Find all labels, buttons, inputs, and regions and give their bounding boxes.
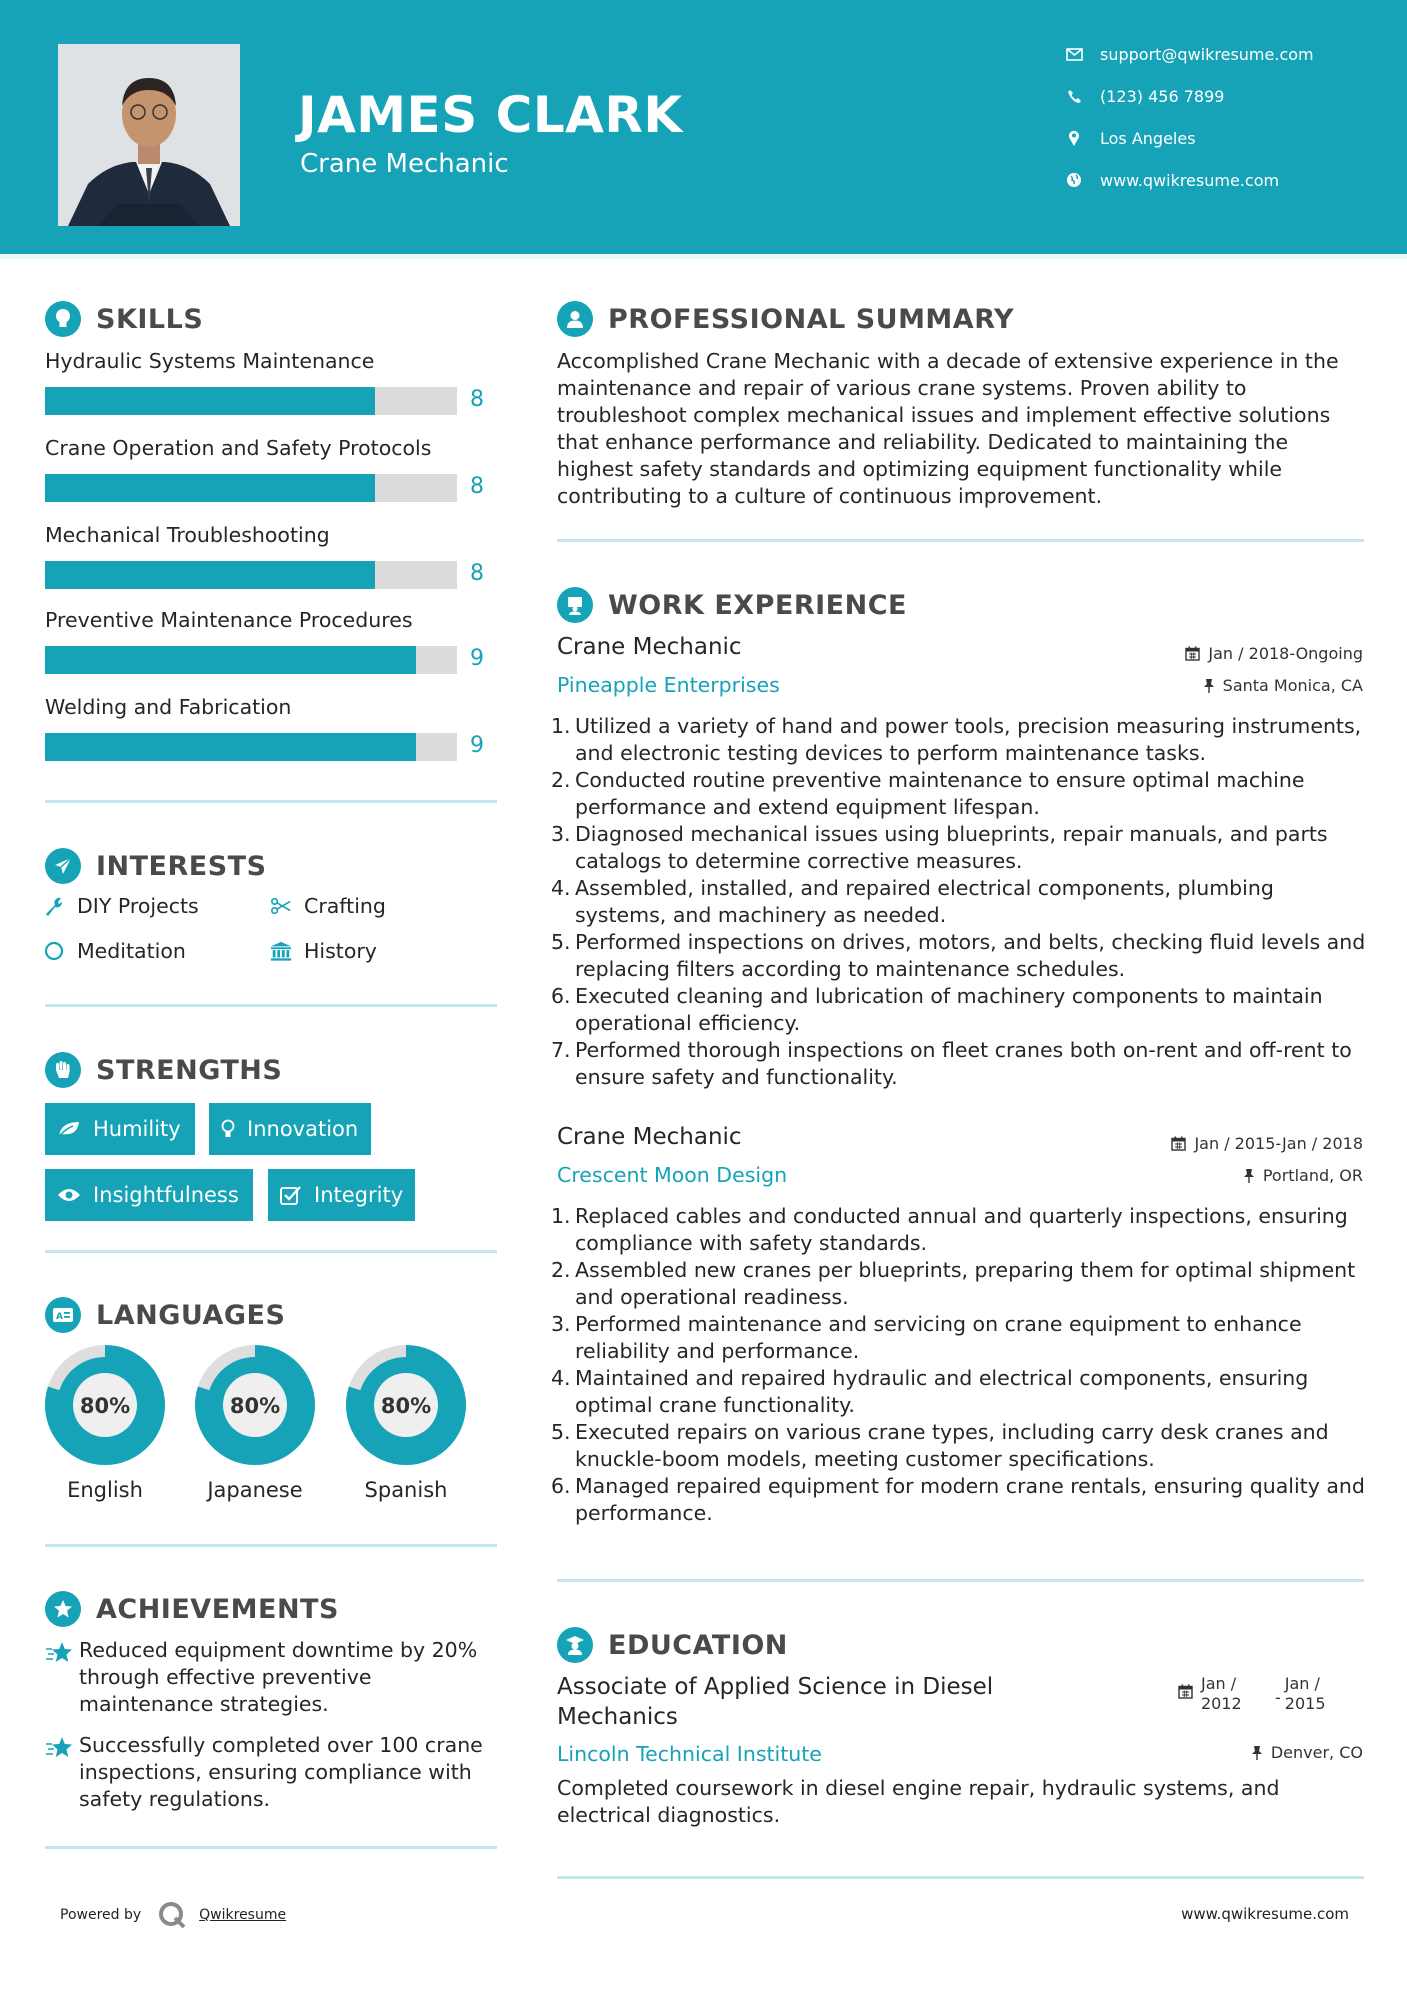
skill-value: 8	[470, 387, 484, 412]
list-item: 6. Executed cleaning and lubrication of machinery components to maintain operational efficiency.	[551, 983, 1366, 1037]
job-dates-text: Jan / 2018-Ongoing	[1208, 644, 1363, 663]
list-item: 2. Conducted routine preventive maintenance to ensure optimal machine performance and extend equipment lifespan.	[551, 767, 1366, 821]
map-pin-icon	[1064, 130, 1084, 147]
list-item: 1. Replaced cables and conducted annual and quarterly inspections, ensuring compliance with safety standards.	[551, 1203, 1366, 1257]
list-item: 3. Performed maintenance and servicing on crane equipment to enhance reliability and performance.	[551, 1311, 1366, 1365]
education-degree: Associate of Applied Science in Diesel Mechanics	[557, 1674, 994, 1730]
interests-heading	[45, 848, 267, 884]
skill-value: 8	[470, 474, 484, 499]
leaf-icon	[57, 1120, 81, 1138]
strength-label: Humility	[93, 1117, 181, 1141]
section-divider	[45, 1004, 497, 1007]
job-dates-text: Jan / 2015-Jan / 2018	[1194, 1134, 1363, 1153]
education-end-year: 2015	[1284, 1694, 1326, 1713]
calendar-icon	[1178, 1674, 1193, 1714]
section-divider	[45, 800, 497, 803]
skill-label: Crane Operation and Safety Protocols	[45, 436, 432, 460]
list-item: 5. Performed inspections on drives, motors, and belts, checking fluid levels and replacing filters according to maintenance schedules.	[551, 930, 1366, 981]
interest-item	[43, 894, 199, 918]
list-item-text: Executed cleaning and lubrication of machinery components to maintain operational efficiency.	[575, 984, 1323, 1035]
list-item-text: Conducted routine preventive maintenance to ensure optimal machine performance and extend equipment lifespan.	[575, 768, 1305, 819]
footer-website[interactable]: www.qwikresume.com	[1181, 1905, 1349, 1923]
language-label: Spanish	[364, 1478, 448, 1502]
interest-label: Crafting	[304, 894, 386, 918]
list-item: 1. Utilized a variety of hand and power tools, precision measuring instruments, and electronic testing devices to perform maintenance tasks.	[551, 713, 1366, 767]
list-item-text: Performed inspections on drives, motors, and belts, checking fluid levels and replacing filters according to maintenance schedules.	[575, 930, 1366, 981]
language-label: Japanese	[207, 1478, 303, 1502]
list-item-text: Executed repairs on various crane types, including carry desk cranes and knuckle-boom models, meeting customer specifications.	[575, 1420, 1329, 1471]
language-ring	[193, 1343, 317, 1467]
footer-powered-by	[60, 1900, 286, 1930]
skills-title: SKILLS	[96, 303, 204, 335]
experience-heading	[557, 587, 907, 623]
education-start-year: 2012	[1201, 1694, 1242, 1713]
qwikresume-logo-icon	[157, 1900, 187, 1930]
skill-bar	[45, 646, 457, 674]
interests-title: INTERESTS	[96, 850, 267, 882]
list-item-text: Performed maintenance and servicing on crane equipment to enhance reliability and performance.	[575, 1312, 1302, 1363]
achievement-item	[45, 1637, 505, 1718]
list-item: 7. Performed thorough inspections on fleet cranes both on-rent and off-rent to ensure safety and functionality.	[551, 1037, 1366, 1091]
skill-label: Hydraulic Systems Maintenance	[45, 349, 375, 373]
skill-value: 8	[470, 561, 484, 586]
education-end-month: Jan /	[1284, 1674, 1320, 1693]
graduate-icon	[557, 1627, 593, 1663]
globe-icon	[1064, 172, 1084, 188]
education-title: EDUCATION	[608, 1629, 788, 1661]
lightbulb-icon	[45, 301, 81, 337]
candidate-title: Crane Mechanic	[300, 149, 509, 179]
wrench-icon	[43, 896, 65, 916]
pushpin-icon	[1243, 1168, 1255, 1184]
scissors-icon	[270, 897, 292, 915]
list-item: 5. Executed repairs on various crane types, including carry desk cranes and knuckle-boom models, meeting customer specifications.	[551, 1419, 1366, 1473]
list-item: 2. Assembled new cranes per blueprints, preparing them for optimal shipment and operational readiness.	[551, 1257, 1366, 1311]
skill-bar	[45, 733, 457, 761]
section-divider	[45, 1544, 497, 1547]
skill-value: 9	[470, 733, 484, 758]
contact-email-text: support@qwikresume.com	[1100, 44, 1314, 64]
circle-icon	[43, 941, 65, 961]
candidate-name: JAMES CLARK	[298, 86, 683, 144]
list-item: 4. Assembled, installed, and repaired electrical components, plumbing systems, and machinery as needed.	[551, 875, 1366, 929]
pushpin-icon	[1251, 1745, 1263, 1761]
list-item-text: Performed thorough inspections on fleet cranes both on-rent and off-rent to ensure safety and functionality.	[575, 1038, 1352, 1089]
languages-heading	[45, 1297, 285, 1333]
strength-badge	[45, 1169, 253, 1221]
interest-item	[270, 894, 386, 918]
raised-fist-icon	[45, 1052, 81, 1088]
contact-website[interactable]	[1064, 167, 1279, 193]
section-divider	[557, 539, 1364, 542]
job-location-text: Portland, OR	[1262, 1166, 1363, 1185]
job-location	[1203, 676, 1363, 695]
calendar-icon	[1171, 1136, 1186, 1151]
job-dates	[1185, 644, 1363, 663]
star-icon	[45, 1637, 79, 1718]
job-location-text: Santa Monica, CA	[1222, 676, 1363, 695]
interest-label: History	[304, 939, 377, 963]
profile-photo	[58, 44, 240, 226]
strength-badge	[45, 1103, 195, 1155]
skill-label: Preventive Maintenance Procedures	[45, 608, 413, 632]
strength-label: Integrity	[314, 1183, 404, 1207]
education-description: Completed coursework in diesel engine repair, hydraulic systems, and electrical diagnostics.	[557, 1776, 1280, 1827]
education-location	[1251, 1743, 1363, 1762]
skill-bar-fill	[45, 733, 416, 761]
check-square-icon	[280, 1185, 302, 1205]
interest-item	[270, 939, 377, 963]
list-item-text: Replaced cables and conducted annual and quarterly inspections, ensuring compliance with safety standards.	[575, 1204, 1348, 1255]
skill-bar-fill	[45, 387, 375, 415]
contact-location-text: Los Angeles	[1100, 128, 1196, 148]
list-item: 4. Maintained and repaired hydraulic and electrical components, ensuring optimal crane functionality.	[551, 1365, 1366, 1419]
skills-heading	[45, 301, 203, 337]
phone-icon	[1064, 89, 1084, 104]
job-location	[1243, 1166, 1363, 1185]
education-location-text: Denver, CO	[1270, 1743, 1363, 1762]
envelope-icon	[1064, 48, 1084, 61]
summary-text: Accomplished Crane Mechanic with a decade of extensive experience in the maintenance and repair of various crane systems. Proven ability to troubleshoot complex mechanical issues and implement effective solutions that enhance performance and reliability. Dedicated to maintaining the highest safety standards and optimizing equipment functionality while contributing to a culture of continuous improvement.	[557, 349, 1339, 508]
strengths-heading	[45, 1052, 282, 1088]
user-icon	[557, 301, 593, 337]
strength-badge	[209, 1103, 371, 1155]
list-item-text: Maintained and repaired hydraulic and electrical components, ensuring optimal crane functionality.	[575, 1366, 1309, 1417]
section-divider	[45, 1846, 497, 1849]
education-heading	[557, 1627, 788, 1663]
contact-email[interactable]	[1064, 41, 1314, 67]
list-item-text: Utilized a variety of hand and power tools, precision measuring instruments, and electronic testing devices to perform maintenance tasks.	[575, 714, 1362, 765]
list-item-text: Diagnosed mechanical issues using blueprints, repair manuals, and parts catalogs to determine corrective measures.	[575, 822, 1328, 873]
skill-bar	[45, 561, 457, 589]
star-badge-icon	[45, 1591, 81, 1627]
svg-text:A: A	[56, 1312, 63, 1322]
achievements-title: ACHIEVEMENTS	[96, 1593, 339, 1625]
contact-phone-text: (123) 456 7899	[1100, 86, 1225, 106]
achievement-text: Reduced equipment downtime by 20% through effective preventive maintenance strategies.	[79, 1638, 478, 1716]
list-item: 3. Diagnosed mechanical issues using blueprints, repair manuals, and parts catalogs to determine corrective measures.	[551, 821, 1366, 875]
experience-title: WORK EXPERIENCE	[608, 589, 907, 621]
language-label: English	[67, 1478, 143, 1502]
section-divider	[45, 1250, 497, 1253]
powered-by-text: Powered by	[60, 1907, 142, 1923]
job-company: Crescent Moon Design	[557, 1163, 788, 1187]
eye-icon	[57, 1187, 81, 1203]
list-item-text: Managed repaired equipment for modern crane rentals, ensuring quality and performance.	[575, 1474, 1365, 1525]
job-title: Crane Mechanic	[557, 634, 742, 660]
contact-phone[interactable]	[1064, 83, 1224, 109]
star-icon	[45, 1732, 79, 1813]
skill-bar-fill	[45, 561, 375, 589]
job-responsibilities	[551, 713, 1366, 1091]
achievements-heading	[45, 1591, 339, 1627]
job-company: Pineapple Enterprises	[557, 673, 780, 697]
skill-bar	[45, 387, 457, 415]
education-end-date: - Jan / 2015	[1275, 1674, 1326, 1713]
interest-label: DIY Projects	[77, 894, 199, 918]
calendar-icon	[1185, 646, 1200, 661]
list-item: 6. Managed repaired equipment for modern crane rentals, ensuring quality and performance.	[551, 1474, 1365, 1525]
qwikresume-link[interactable]: Qwikresume	[199, 1907, 287, 1923]
job-responsibilities	[551, 1203, 1366, 1527]
education-start-month: Jan /	[1201, 1674, 1237, 1693]
strength-badge	[268, 1169, 415, 1221]
language-card-icon	[45, 1297, 81, 1333]
skill-label: Welding and Fabrication	[45, 695, 292, 719]
job-title: Crane Mechanic	[557, 1124, 742, 1150]
languages-title: LANGUAGES	[96, 1299, 286, 1331]
list-item-text: Assembled, installed, and repaired electrical components, plumbing systems, and machinery as needed.	[575, 876, 1274, 927]
presenter-icon	[557, 587, 593, 623]
skill-value: 9	[470, 646, 484, 671]
strengths-title: STRENGTHS	[96, 1054, 283, 1086]
strength-label: Innovation	[247, 1117, 359, 1141]
museum-icon	[270, 940, 292, 962]
skill-bar-fill	[45, 646, 416, 674]
skill-bar	[45, 474, 457, 502]
contact-location	[1064, 125, 1196, 151]
language-percent: 80%	[380, 1394, 432, 1418]
list-item-text: Assembled new cranes per blueprints, preparing them for optimal shipment and operational readiness.	[575, 1258, 1356, 1309]
summary-heading	[557, 301, 1014, 337]
education-school: Lincoln Technical Institute	[557, 1742, 822, 1766]
interest-label: Meditation	[77, 939, 186, 963]
summary-title: PROFESSIONAL SUMMARY	[608, 303, 1015, 335]
interest-item	[43, 939, 186, 963]
strength-label: Insightfulness	[93, 1183, 239, 1207]
section-divider	[557, 1579, 1364, 1582]
language-percent: 80%	[79, 1394, 131, 1418]
header-banner	[0, 0, 1407, 254]
lightbulb-icon	[221, 1119, 235, 1139]
language-ring	[43, 1343, 167, 1467]
section-divider	[557, 1876, 1364, 1879]
contact-website-text: www.qwikresume.com	[1100, 170, 1280, 190]
skill-label: Mechanical Troubleshooting	[45, 523, 330, 547]
achievement-item	[45, 1732, 505, 1813]
job-dates	[1171, 1134, 1363, 1153]
header-divider	[0, 254, 1407, 259]
education-start-date	[1178, 1674, 1242, 1714]
language-percent: 80%	[229, 1394, 281, 1418]
pushpin-icon	[1203, 678, 1215, 694]
achievement-text: Successfully completed over 100 crane inspections, ensuring compliance with safety regulations.	[79, 1733, 483, 1811]
skill-bar-fill	[45, 474, 375, 502]
language-ring	[344, 1343, 468, 1467]
paper-plane-icon	[45, 848, 81, 884]
